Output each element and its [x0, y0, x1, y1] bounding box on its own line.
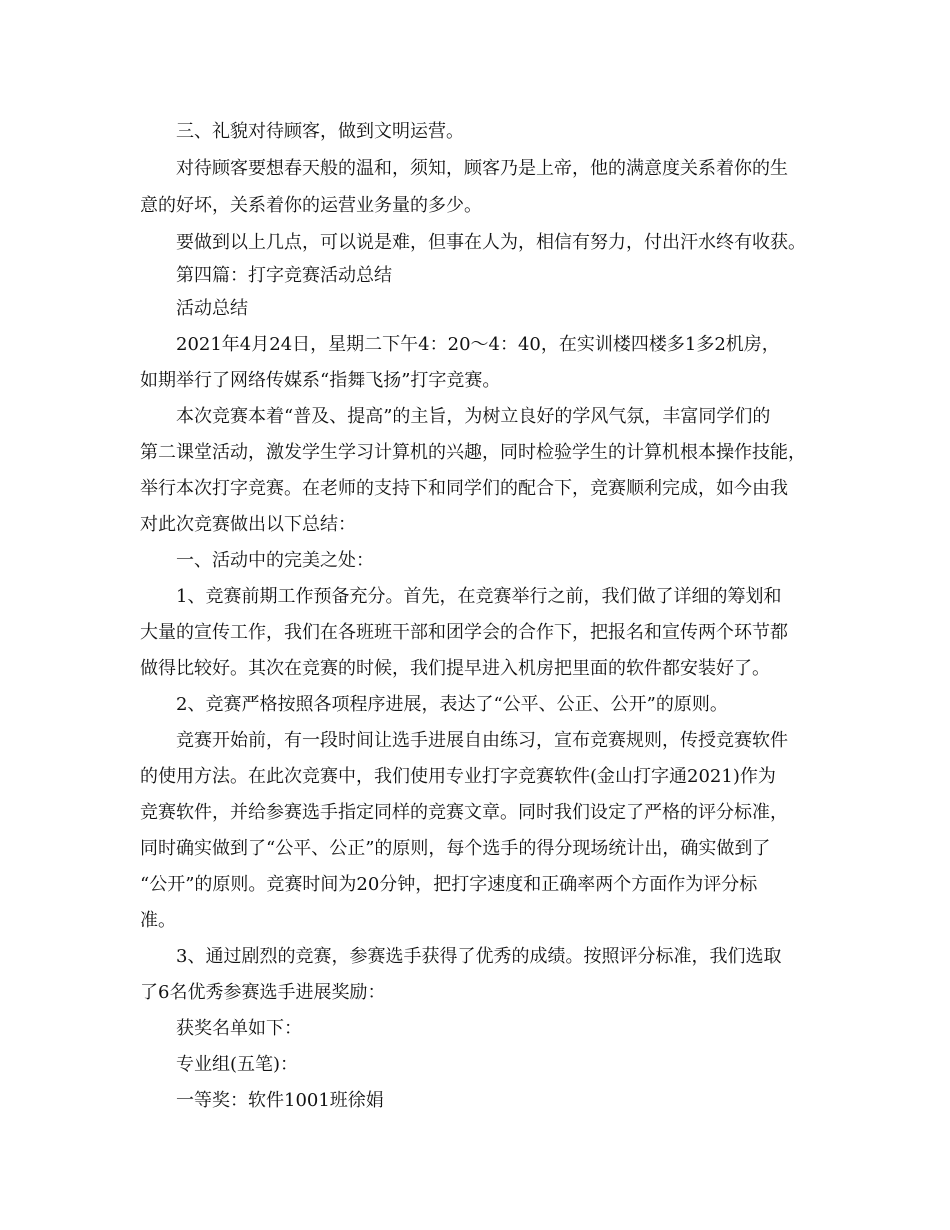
paragraph-line: 第二课堂活动，激发学生学习计算机的兴趣，同时检验学生的计算机根本操作技能，	[140, 442, 806, 463]
paragraph-line: 2、竞赛严格按照各项程序进展，表达了“公平、公正、公开”的原则。	[176, 694, 728, 715]
section-title: 活动总结	[176, 298, 248, 319]
paragraph-line: 竞赛开始前，有一段时间让选手进展自由练习，宣布竞赛规则，传授竞赛软件	[176, 730, 788, 751]
paragraph-line: 要做到以上几点，可以说是难，但事在人为，相信有努力，付出汗水终有收获。	[176, 232, 806, 253]
paragraph-line: 做得比较好。其次在竞赛的时候，我们提早进入机房把里面的软件都安装好了。	[140, 658, 770, 679]
paragraph-line: 2021年4月24日，星期二下午4：20～4：40，在实训楼四楼多1多2机房，	[176, 334, 780, 355]
paragraph-line: 1、竞赛前期工作预备充分。首先，在竞赛举行之前，我们做了详细的筹划和	[176, 586, 782, 607]
paragraph-line: 的使用方法。在此次竞赛中，我们使用专业打字竞赛软件(金山打字通2021)作为	[140, 766, 776, 787]
paragraph-line: 准。	[140, 910, 176, 931]
paragraph-line: 专业组(五笔)：	[176, 1054, 299, 1075]
chapter-title: 第四篇：打字竞赛活动总结	[176, 265, 392, 286]
paragraph-line: 3、通过剧烈的竞赛，参赛选手获得了优秀的成绩。按照评分标准，我们选取	[176, 946, 782, 967]
paragraph-line: 本次竞赛本着“普及、提高”的主旨，为树立良好的学风气氛，丰富同学们的	[176, 406, 771, 427]
section-heading: 三、礼貌对待顾客，做到文明运营。	[176, 121, 464, 142]
paragraph-line: 对此次竞赛做出以下总结：	[140, 514, 356, 535]
paragraph-line: 同时确实做到了“公平、公正”的原则，每个选手的得分现场统计出，确实做到了	[140, 838, 771, 859]
paragraph-line: 获奖名单如下：	[176, 1018, 302, 1039]
paragraph-line: 大量的宣传工作，我们在各班班干部和团学会的合作下，把报名和宣传两个环节都	[140, 622, 788, 643]
paragraph-line: 举行本次打字竞赛。在老师的支持下和同学们的配合下，竞赛顺利完成，如今由我	[140, 478, 788, 499]
paragraph-line: 对待顾客要想春天般的温和，须知，顾客乃是上帝，他的满意度关系着你的生	[176, 158, 788, 179]
paragraph-line: 竞赛软件，并给参赛选手指定同样的竞赛文章。同时我们设定了严格的评分标准，	[140, 802, 788, 823]
paragraph-line: 一等奖：软件1001班徐娟	[176, 1090, 384, 1111]
paragraph-line: 了6名优秀参赛选手进展奖励：	[140, 982, 386, 1003]
paragraph-line: 意的好坏，关系着你的运营业务量的多少。	[140, 195, 482, 216]
list-heading: 一、活动中的完美之处：	[176, 550, 374, 571]
paragraph-line: 如期举行了网络传媒系“指舞飞扬”打字竞赛。	[140, 370, 501, 391]
paragraph-line: “公开”的原则。竞赛时间为20分钟，把打字速度和正确率两个方面作为评分标	[140, 874, 758, 895]
